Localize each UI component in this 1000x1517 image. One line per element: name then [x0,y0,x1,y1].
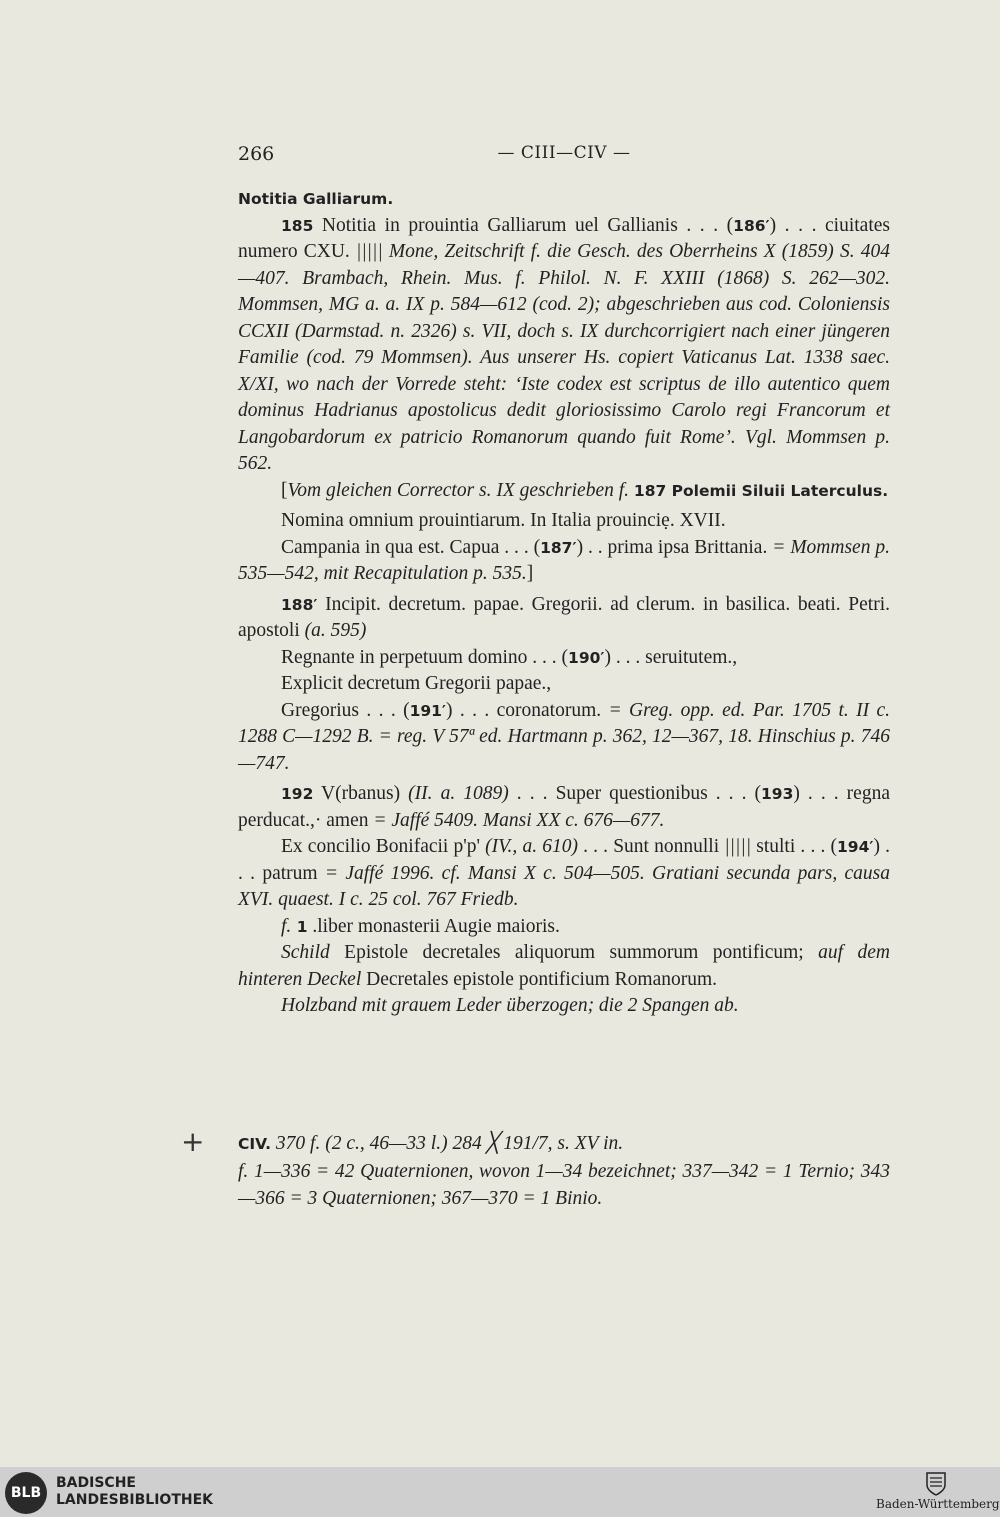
paragraph-f1 [238,914,890,941]
text-run: ) . . . regna perducat.,· amen [238,783,890,831]
text-run: . . . Sunt nonnulli [577,836,725,857]
paragraph-civ-head [238,1130,890,1158]
text-run: 187′ [540,538,577,557]
text-run: ] [526,563,534,584]
paragraph-concilio [238,834,890,914]
text-run: V(rbanus) [313,783,409,804]
running-head: — CIII—CIV — [497,143,631,163]
text-run: ||||| [724,836,752,857]
text-run: 370 f. (2 c., 46—33 l.) 284 ╳ 191/7, s. XV in. [271,1133,624,1154]
text-run: Schild [281,942,330,963]
text-run: Nomina omnium prouintiarum. In Italia prouinciẹ. XVII. [281,510,726,531]
library-name-line1: BADISCHE [56,1475,136,1491]
text-run: . . . Super questionibus . . . ( [508,783,762,804]
page-header [238,143,890,173]
text-run: .liber monasterii Augie maioris. [307,915,560,937]
text-run: (II. a. 1089) [408,783,509,804]
partner-name: Baden-Württemberg [876,1497,1000,1511]
text-run: ||||| [355,241,383,262]
text-run: auf dem hinteren Deckel [238,942,891,990]
paragraph-regnante [238,645,890,672]
text-run: 185 [281,216,314,235]
text-run: ) . . prima ipsa Brittania. [576,536,773,558]
text-run: 191′ [409,701,447,720]
text-run: = Greg. opp. ed. Par. 1705 t. II c. 1288 C—1292 B. = reg. V 57ª ed. Hartmann p. 362, 12—367, 18. Hinschius p. 746—747. [238,699,890,774]
text-run: Regnante in perpetuum domino . . . ( [281,646,569,668]
text-run: 192 [281,785,314,803]
paragraph-explicit [238,671,890,698]
text-run: 188′ [281,595,318,614]
paragraph-p188 [238,592,890,645]
text-run: [ [281,479,288,501]
text-run: Notitia Galliarum. [238,190,394,208]
text-run: 1 [291,917,308,936]
paragraph-gregorius [238,698,890,778]
paragraph-p192 [238,781,890,834]
paragraph-p185 [238,213,890,478]
text-run: Notitia in prouintia Galliarum uel Gallianis . . . ( [313,214,734,236]
text-run: f. 1—336 = 42 Quaternionen, wovon 1—34 bezeichnet; 337—342 = 1 Ternio; 343—366 = 3 Quaternionen; 367—370 = 1 Binio. [238,1161,890,1209]
text-run: ) . . . coronatorum. [446,699,609,721]
text-run: Incipit. decretum. papae. Gregorii. ad clerum. in basilica. beati. Petri. apostoli [238,593,890,641]
text-run: Vom gleichen Corrector s. IX geschrieben f. [287,479,630,501]
paragraph-p187 [238,478,890,505]
text-run: ) . . . seruitutem., [604,646,738,668]
text-run: stulti . . . ( [751,836,837,857]
plus-marker: + [181,1125,205,1158]
footer-bar [0,1467,1000,1517]
paragraph-schild [238,940,890,993]
text-run: Gregorius . . . ( [281,699,410,721]
text-run: Decretales epistole pontificium Romanorum. [361,968,718,990]
library-name[interactable] [56,1475,213,1509]
text-run: Epistole decretales aliquorum summorum pontificum; [329,942,819,963]
text-run: (IV., a. 610) [485,836,578,857]
text-run: Mone, Zeitschrift f. die Gesch. des Oberrheins X (1859) S. 404—407. Brambach, Rhein. Mus. f. Philol. N. F. XXIII (1868) S. 262—302. Mommsen, MG a. a. IX p. 584—612 (cod. 2); abgeschrieben aus cod. Coloniensis CCXII (Darmstad. n. 2326) s. VII, doch s. IX durchcorrigiert nach einer jüngeren Familie (cod. 79 Mommsen). Aus unserer Hs. copiert Vaticanus Lat. 1338 saec. X/XI, wo nach der Vorrede steht: ‘Iste codex est scriptus de illo autentico quem dominus Hadrianus apostolicus dedit gloriosissimo Carolo regi Francorum et Langobardorum ex patricio Romanorum quando fuit Rome’. Vgl. Mommsen p. 562. [238,241,890,474]
catalogue-text [238,186,890,1020]
text-run: Holzband mit grauem Leder überzogen; die 2 Spangen ab. [281,995,739,1016]
text-run: CIV. [238,1135,272,1153]
paragraph-holzband [238,993,890,1020]
text-run: 193 [761,785,794,803]
civ-entry [238,1130,890,1212]
text-run: 186′ [733,216,770,235]
blb-logo-icon[interactable]: BLB [5,1472,47,1514]
text-run: = Mommsen p. 535—542, mit Recapitulation p. 535. [238,536,890,584]
library-name-line2: LANDESBIBLIOTHEK [56,1492,214,1508]
paragraph-campania [238,535,890,588]
text-run: f. [281,915,292,937]
text-run: 190′ [568,648,605,667]
text-run: Ex concilio Bonifacii p'p' [281,836,486,857]
coat-of-arms-icon [925,1471,947,1497]
text-run: = Jaffé 1996. cf. Mansi X c. 504—505. Gratiani secunda pars, causa XVI. quaest. I c. 25 col. 767 Friedb. [238,862,891,910]
paragraph-nomina [238,508,890,535]
text-run: Explicit decretum Gregorii papae., [281,673,552,694]
text-run: 194′ [837,838,874,856]
text-run: 187 Polemii Siluii Laterculus. [633,481,889,500]
text-run: Campania in qua est. Capua . . . ( [281,536,541,558]
text-run: ) . . . patrum [238,836,890,884]
page-number: 266 [238,143,275,165]
text-run: (a. 595) [304,620,367,641]
text-run: ) . . . ciuitates numero CXU. [238,214,890,262]
paragraph-notitia-heading [238,186,890,213]
text-run: = Jaffé 5409. Mansi XX c. 676—677. [373,809,665,831]
paragraph-civ-quat [238,1158,890,1212]
